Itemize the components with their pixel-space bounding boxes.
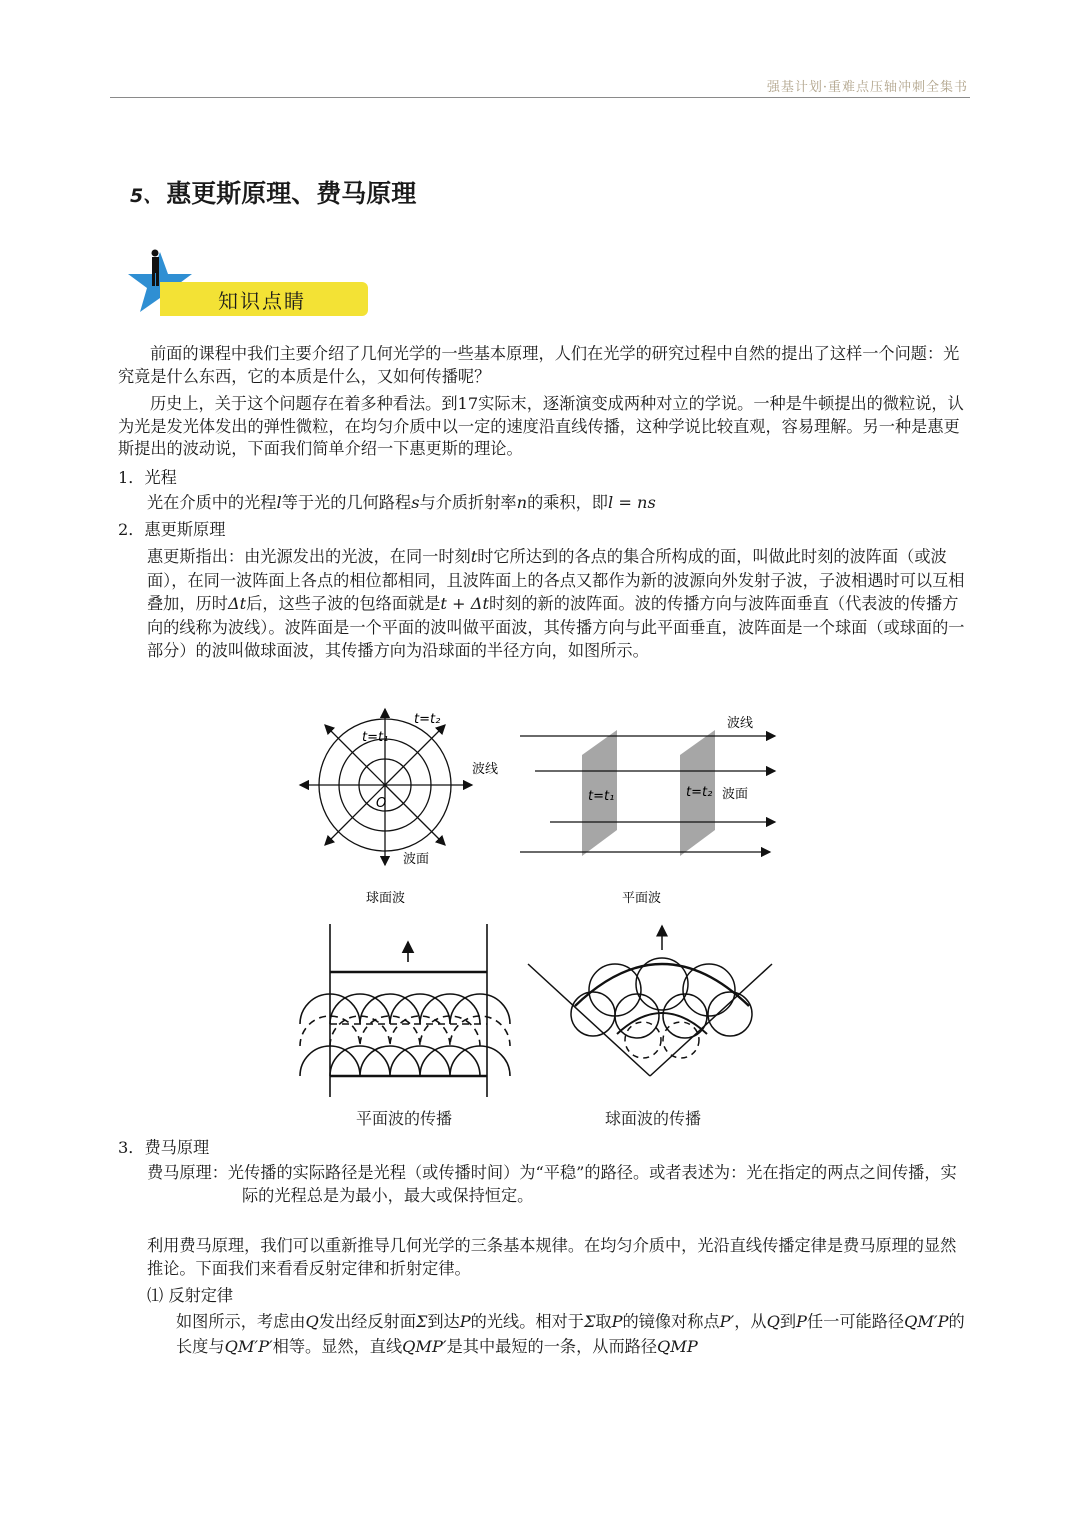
caption-plane-propagation: 平面波的传播	[356, 1109, 453, 1128]
intro-paragraph-1: 前面的课程中我们主要介绍了几何光学的一些基本原理，人们在光学的研究过程中自然的提出了这样一个问题：光究竟是什么东西，它的本质是什么，又如何传播呢？	[118, 344, 960, 386]
label-t2: t=t₂	[686, 785, 713, 800]
section-number: 5、	[130, 185, 163, 207]
header-rule	[110, 97, 970, 98]
label-t1: t=t₁	[588, 789, 615, 804]
caption-plane: 平面波	[622, 891, 662, 906]
plane-wave-diagram	[520, 708, 780, 918]
caption-spherical: 球面波	[366, 891, 406, 906]
label-t2: t=t₂	[414, 712, 441, 727]
spherical-wave-diagram	[290, 705, 520, 917]
huygens-paragraph: 惠更斯指出：由光源发出的光波，在同一时刻t时它所达到的各点的集合所构成的面，叫做此时刻的波阵面（或波面），在同一波阵面上各点的相位都相同，且波阵面上的各点又都作为新的波源向外发射子波，子波相遇时可以互相叠加，历时Δt后，这些子波的包络面就是t + Δt时刻的新的波阵面。波的传播方向与波阵面垂直（代表波的传播方向的线称为波线）。波阵面是一个平面的波叫做平面波，其传播方向与此平面垂直，波阵面是一个球面（或球面的一部分）的波叫做球面波，其传播方向为沿球面的半径方向，如图所示。	[147, 547, 965, 660]
heading-huygens: 2．惠更斯原理	[118, 520, 226, 539]
heading-fermat: 3．费马原理	[118, 1138, 210, 1157]
optical-path-definition: 光在介质中的光程l等于光的几何路程s与介质折射率n的乘积，即l = ns	[147, 493, 656, 512]
label-ray: 波线	[727, 716, 754, 731]
label-t1: t=t₁	[362, 730, 389, 745]
intro-paragraph-2: 历史上，关于这个问题存在着多种看法。到17实际末，逐渐演变成两种对立的学说。一种是牛顿提出的微粒说，认为光是发光体发出的弹性微粒，在均匀介质中以一定的速度沿直线传播，这种学说比较直观，容易理解。另一种是惠更斯提出的波动说，下面我们简单介绍一下惠更斯的理论。	[118, 394, 964, 458]
label-front: 波面	[403, 852, 430, 867]
fermat-application: 利用费马原理，我们可以重新推导几何光学的三条基本规律。在均匀介质中，光沿直线传播定律是费马原理的显然推论。下面我们来看看反射定律和折射定律。	[147, 1236, 957, 1278]
label-ray: 波线	[472, 762, 499, 777]
spherical-wave-propagation-diagram	[525, 922, 775, 1082]
fermat-definition: 费马原理：光传播的实际路径是光程（或传播时间）为“平稳”的路径。或者表述为：光在指定的两点之间传播，实际的光程总是为最小，最大或保持恒定。	[147, 1163, 957, 1205]
running-title: 强基计划·重难点压轴冲刺全集书	[766, 80, 968, 95]
heading-reflection: ⑴ 反射定律	[147, 1286, 234, 1305]
reflection-paragraph: 如图所示，考虑由Q发出经反射面Σ到达P的光线。相对于Σ取P的镜像对称点P′，从Q到P任一可能路径QM′P的长度与QM′P′相等。显然，直线QMP′是其中最短的一条，从而路径QMP	[176, 1312, 965, 1356]
section-title-text: 惠更斯原理、费马原理	[166, 179, 417, 208]
heading-optical-path: 1．光程	[118, 468, 177, 487]
label-origin: O	[376, 796, 387, 811]
badge-label: 知识点睛	[218, 289, 306, 313]
label-front: 波面	[722, 787, 749, 802]
section-title	[130, 174, 416, 210]
caption-sphere-propagation: 球面波的传播	[605, 1109, 702, 1128]
plane-wave-propagation-diagram	[295, 922, 521, 1100]
